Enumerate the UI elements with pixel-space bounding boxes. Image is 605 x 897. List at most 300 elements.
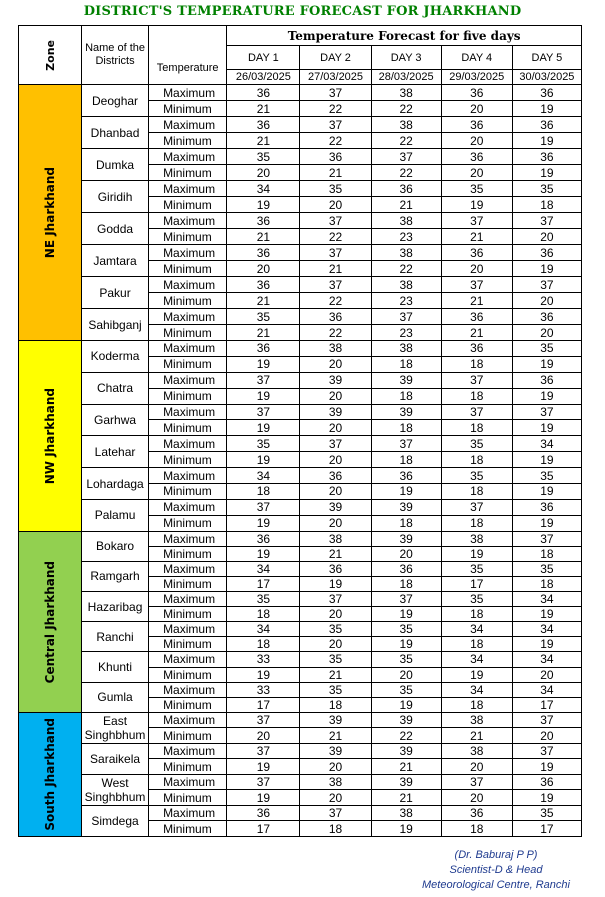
min-temp-cell: 22 (300, 133, 371, 149)
day-header: DAY 5 (512, 46, 581, 70)
minimum-label: Minimum (149, 356, 227, 372)
district-name: Hazaribag (82, 592, 149, 622)
max-temp-cell: 36 (441, 117, 512, 133)
min-temp-cell: 20 (512, 325, 581, 341)
max-temp-cell: 38 (371, 805, 441, 821)
max-temp-cell: 36 (441, 149, 512, 165)
zone-label: South Jharkhand (43, 717, 57, 831)
max-temp-cell: 36 (300, 149, 371, 165)
min-temp-cell: 22 (371, 261, 441, 277)
max-temp-cell: 34 (227, 468, 300, 484)
min-temp-cell: 17 (227, 697, 300, 712)
max-temp-cell: 33 (227, 652, 300, 667)
max-temp-cell: 38 (371, 341, 441, 357)
maximum-label: Maximum (149, 805, 227, 821)
max-temp-cell: 37 (512, 213, 581, 229)
maximum-label: Maximum (149, 712, 227, 728)
max-temp-cell: 38 (371, 85, 441, 101)
minimum-label: Minimum (149, 229, 227, 245)
max-temp-cell: 37 (300, 213, 371, 229)
max-temp-cell: 37 (300, 436, 371, 452)
min-temp-cell: 20 (300, 607, 371, 622)
maximum-label: Maximum (149, 499, 227, 515)
table-row (19, 213, 582, 229)
maximum-label: Maximum (149, 149, 227, 165)
max-temp-cell: 36 (512, 149, 581, 165)
table-row (19, 149, 582, 165)
minimum-label: Minimum (149, 790, 227, 806)
min-temp-cell: 22 (371, 101, 441, 117)
min-temp-cell: 20 (371, 667, 441, 682)
min-temp-cell: 21 (227, 101, 300, 117)
maximum-label: Maximum (149, 245, 227, 261)
max-temp-cell: 37 (300, 592, 371, 607)
date-header: 28/03/2025 (371, 70, 441, 85)
max-temp-cell: 37 (512, 743, 581, 759)
district-name: Bokaro (82, 531, 149, 561)
max-temp-cell: 35 (512, 181, 581, 197)
min-temp-cell: 20 (300, 790, 371, 806)
min-temp-cell: 19 (512, 133, 581, 149)
max-temp-cell: 38 (441, 743, 512, 759)
max-temp-cell: 35 (512, 561, 581, 576)
max-temp-cell: 37 (227, 372, 300, 388)
date-header: 27/03/2025 (300, 70, 371, 85)
max-temp-cell: 38 (371, 245, 441, 261)
signature-block (416, 848, 576, 893)
max-temp-cell: 37 (227, 712, 300, 728)
minimum-label: Minimum (149, 261, 227, 277)
max-temp-cell: 39 (300, 712, 371, 728)
min-temp-cell: 18 (227, 637, 300, 652)
min-temp-cell: 20 (227, 165, 300, 181)
min-temp-cell: 19 (371, 637, 441, 652)
min-temp-cell: 21 (227, 133, 300, 149)
minimum-label: Minimum (149, 546, 227, 561)
max-temp-cell: 35 (300, 682, 371, 697)
max-temp-cell: 39 (300, 404, 371, 420)
max-temp-cell: 37 (512, 277, 581, 293)
max-temp-cell: 36 (227, 805, 300, 821)
max-temp-cell: 36 (512, 309, 581, 325)
forecast-header: Temperature Forecast for five days (227, 26, 582, 46)
maximum-label: Maximum (149, 277, 227, 293)
table-row (19, 774, 582, 790)
min-temp-cell: 20 (441, 790, 512, 806)
min-temp-cell: 19 (371, 607, 441, 622)
min-temp-cell: 19 (441, 197, 512, 213)
max-temp-cell: 37 (227, 743, 300, 759)
district-name: Dumka (82, 149, 149, 181)
min-temp-cell: 22 (300, 325, 371, 341)
max-temp-cell: 36 (227, 277, 300, 293)
max-temp-cell: 34 (227, 181, 300, 197)
zone-cell (19, 712, 82, 836)
min-temp-cell: 19 (227, 515, 300, 531)
min-temp-cell: 21 (227, 293, 300, 309)
min-temp-cell: 20 (441, 261, 512, 277)
district-name: Jamtara (82, 245, 149, 277)
max-temp-cell: 37 (227, 499, 300, 515)
max-temp-cell: 37 (512, 712, 581, 728)
max-temp-cell: 37 (227, 774, 300, 790)
table-row (19, 436, 582, 452)
day-header: DAY 4 (441, 46, 512, 70)
max-temp-cell: 36 (512, 245, 581, 261)
max-temp-cell: 38 (371, 277, 441, 293)
max-temp-cell: 35 (227, 149, 300, 165)
maximum-label: Maximum (149, 652, 227, 667)
max-temp-cell: 35 (227, 436, 300, 452)
min-temp-cell: 20 (300, 484, 371, 500)
min-temp-cell: 18 (441, 452, 512, 468)
minimum-label: Minimum (149, 165, 227, 181)
max-temp-cell: 37 (441, 372, 512, 388)
max-temp-cell: 37 (441, 499, 512, 515)
min-temp-cell: 18 (441, 420, 512, 436)
minimum-label: Minimum (149, 388, 227, 404)
max-temp-cell: 39 (371, 372, 441, 388)
minimum-label: Minimum (149, 197, 227, 213)
max-temp-cell: 36 (227, 531, 300, 546)
district-name: Latehar (82, 436, 149, 468)
min-temp-cell: 21 (300, 546, 371, 561)
min-temp-cell: 18 (512, 546, 581, 561)
min-temp-cell: 19 (227, 197, 300, 213)
district-name: Gumla (82, 682, 149, 712)
max-temp-cell: 35 (371, 682, 441, 697)
maximum-label: Maximum (149, 682, 227, 697)
min-temp-cell: 21 (300, 165, 371, 181)
table-row (19, 805, 582, 821)
min-temp-cell: 20 (227, 261, 300, 277)
min-temp-cell: 18 (512, 197, 581, 213)
max-temp-cell: 37 (300, 805, 371, 821)
max-temp-cell: 37 (371, 592, 441, 607)
min-temp-cell: 20 (300, 515, 371, 531)
min-temp-cell: 21 (441, 728, 512, 744)
signatory-office: Meteorological Centre, Ranchi (422, 879, 570, 891)
district-name: Garhwa (82, 404, 149, 436)
min-temp-cell: 20 (512, 293, 581, 309)
max-temp-cell: 39 (371, 712, 441, 728)
min-temp-cell: 19 (441, 667, 512, 682)
max-temp-cell: 39 (371, 404, 441, 420)
district-name: Sahibganj (82, 309, 149, 341)
district-name: Ranchi (82, 622, 149, 652)
table-row (19, 531, 582, 546)
min-temp-cell: 19 (227, 452, 300, 468)
table-row (19, 652, 582, 667)
min-temp-cell: 19 (441, 546, 512, 561)
max-temp-cell: 34 (227, 622, 300, 637)
min-temp-cell: 18 (441, 515, 512, 531)
min-temp-cell: 19 (512, 452, 581, 468)
max-temp-cell: 35 (512, 468, 581, 484)
table-row (19, 712, 582, 728)
max-temp-cell: 35 (441, 468, 512, 484)
min-temp-cell: 20 (300, 420, 371, 436)
max-temp-cell: 34 (441, 682, 512, 697)
district-name: Simdega (82, 805, 149, 836)
min-temp-cell: 18 (371, 356, 441, 372)
max-temp-cell: 34 (512, 592, 581, 607)
max-temp-cell: 35 (441, 181, 512, 197)
minimum-label: Minimum (149, 325, 227, 341)
max-temp-cell: 36 (512, 774, 581, 790)
min-temp-cell: 19 (512, 388, 581, 404)
min-temp-cell: 21 (300, 667, 371, 682)
min-temp-cell: 20 (300, 356, 371, 372)
min-temp-cell: 18 (371, 515, 441, 531)
maximum-label: Maximum (149, 743, 227, 759)
temperature-header: Temperature (149, 26, 227, 85)
maximum-label: Maximum (149, 622, 227, 637)
page-title: DISTRICT'S TEMPERATURE FORECAST FOR JHARKHAND (83, 4, 522, 19)
min-temp-cell: 21 (227, 325, 300, 341)
max-temp-cell: 35 (300, 181, 371, 197)
maximum-label: Maximum (149, 372, 227, 388)
max-temp-cell: 38 (371, 117, 441, 133)
table-row (19, 592, 582, 607)
min-temp-cell: 22 (371, 728, 441, 744)
maximum-label: Maximum (149, 341, 227, 357)
min-temp-cell: 18 (371, 452, 441, 468)
min-temp-cell: 18 (441, 697, 512, 712)
max-temp-cell: 36 (300, 309, 371, 325)
min-temp-cell: 17 (441, 576, 512, 591)
district-name: Pakur (82, 277, 149, 309)
min-temp-cell: 19 (512, 101, 581, 117)
min-temp-cell: 18 (227, 484, 300, 500)
zone-header: Zone (19, 26, 82, 85)
max-temp-cell: 39 (371, 499, 441, 515)
max-temp-cell: 37 (441, 774, 512, 790)
district-name: Khunti (82, 652, 149, 682)
max-temp-cell: 37 (371, 149, 441, 165)
max-temp-cell: 36 (227, 117, 300, 133)
max-temp-cell: 34 (227, 561, 300, 576)
min-temp-cell: 20 (441, 101, 512, 117)
min-temp-cell: 19 (512, 790, 581, 806)
zone-label: Central Jharkhand (43, 560, 57, 683)
max-temp-cell: 39 (300, 499, 371, 515)
min-temp-cell: 19 (227, 388, 300, 404)
min-temp-cell: 20 (441, 165, 512, 181)
table-row (19, 372, 582, 388)
maximum-label: Maximum (149, 561, 227, 576)
max-temp-cell: 35 (300, 622, 371, 637)
table-row (19, 468, 582, 484)
min-temp-cell: 21 (441, 293, 512, 309)
max-temp-cell: 35 (441, 592, 512, 607)
min-temp-cell: 17 (227, 821, 300, 837)
table-row (19, 85, 582, 101)
max-temp-cell: 36 (441, 805, 512, 821)
table-row (19, 245, 582, 261)
minimum-label: Minimum (149, 697, 227, 712)
table-row (19, 499, 582, 515)
max-temp-cell: 36 (227, 341, 300, 357)
zone-cell (19, 531, 82, 712)
max-temp-cell: 35 (371, 652, 441, 667)
district-name: Giridih (82, 181, 149, 213)
district-name: East Singhbhum (82, 712, 149, 743)
min-temp-cell: 17 (512, 697, 581, 712)
min-temp-cell: 19 (512, 759, 581, 775)
table-row (19, 404, 582, 420)
max-temp-cell: 36 (227, 85, 300, 101)
table-row (19, 622, 582, 637)
table-row (19, 309, 582, 325)
table-row (19, 277, 582, 293)
max-temp-cell: 36 (512, 85, 581, 101)
max-temp-cell: 36 (512, 499, 581, 515)
max-temp-cell: 39 (300, 743, 371, 759)
max-temp-cell: 34 (512, 682, 581, 697)
maximum-label: Maximum (149, 404, 227, 420)
district-name: Deoghar (82, 85, 149, 117)
min-temp-cell: 19 (227, 420, 300, 436)
max-temp-cell: 34 (512, 652, 581, 667)
min-temp-cell: 18 (441, 637, 512, 652)
max-temp-cell: 35 (227, 592, 300, 607)
max-temp-cell: 36 (371, 468, 441, 484)
min-temp-cell: 19 (512, 165, 581, 181)
minimum-label: Minimum (149, 821, 227, 837)
min-temp-cell: 19 (512, 637, 581, 652)
max-temp-cell: 37 (512, 404, 581, 420)
max-temp-cell: 37 (371, 436, 441, 452)
min-temp-cell: 19 (512, 515, 581, 531)
max-temp-cell: 35 (512, 341, 581, 357)
max-temp-cell: 36 (441, 245, 512, 261)
max-temp-cell: 38 (300, 341, 371, 357)
min-temp-cell: 20 (512, 728, 581, 744)
minimum-label: Minimum (149, 759, 227, 775)
max-temp-cell: 33 (227, 682, 300, 697)
min-temp-cell: 19 (227, 790, 300, 806)
max-temp-cell: 38 (441, 531, 512, 546)
minimum-label: Minimum (149, 484, 227, 500)
min-temp-cell: 22 (371, 165, 441, 181)
district-name: Godda (82, 213, 149, 245)
min-temp-cell: 23 (371, 325, 441, 341)
max-temp-cell: 37 (300, 245, 371, 261)
minimum-label: Minimum (149, 452, 227, 468)
min-temp-cell: 20 (300, 388, 371, 404)
zone-cell (19, 341, 82, 532)
district-name: Saraikela (82, 743, 149, 774)
maximum-label: Maximum (149, 531, 227, 546)
min-temp-cell: 19 (512, 484, 581, 500)
max-temp-cell: 37 (300, 117, 371, 133)
min-temp-cell: 19 (512, 356, 581, 372)
max-temp-cell: 36 (441, 341, 512, 357)
max-temp-cell: 38 (441, 712, 512, 728)
table-row (19, 561, 582, 576)
max-temp-cell: 35 (227, 309, 300, 325)
max-temp-cell: 36 (227, 245, 300, 261)
min-temp-cell: 20 (512, 229, 581, 245)
table-row (19, 682, 582, 697)
max-temp-cell: 37 (512, 531, 581, 546)
min-temp-cell: 18 (512, 576, 581, 591)
maximum-label: Maximum (149, 309, 227, 325)
max-temp-cell: 39 (371, 531, 441, 546)
min-temp-cell: 21 (371, 790, 441, 806)
max-temp-cell: 35 (371, 622, 441, 637)
min-temp-cell: 18 (300, 697, 371, 712)
minimum-label: Minimum (149, 515, 227, 531)
max-temp-cell: 37 (371, 309, 441, 325)
minimum-label: Minimum (149, 728, 227, 744)
min-temp-cell: 21 (371, 759, 441, 775)
minimum-label: Minimum (149, 133, 227, 149)
min-temp-cell: 21 (300, 728, 371, 744)
min-temp-cell: 22 (300, 101, 371, 117)
min-temp-cell: 19 (227, 759, 300, 775)
district-name: Ramgarh (82, 561, 149, 591)
max-temp-cell: 37 (300, 277, 371, 293)
min-temp-cell: 19 (227, 546, 300, 561)
maximum-label: Maximum (149, 181, 227, 197)
min-temp-cell: 17 (512, 821, 581, 837)
table-row (19, 743, 582, 759)
min-temp-cell: 18 (441, 388, 512, 404)
max-temp-cell: 37 (441, 404, 512, 420)
district-name: Dhanbad (82, 117, 149, 149)
minimum-label: Minimum (149, 607, 227, 622)
signatory-designation: Scientist-D & Head (449, 864, 543, 876)
min-temp-cell: 22 (300, 293, 371, 309)
day-header: DAY 1 (227, 46, 300, 70)
max-temp-cell: 36 (371, 561, 441, 576)
day-header: DAY 2 (300, 46, 371, 70)
min-temp-cell: 20 (300, 637, 371, 652)
min-temp-cell: 18 (300, 821, 371, 837)
district-name: Chatra (82, 372, 149, 404)
min-temp-cell: 19 (512, 261, 581, 277)
max-temp-cell: 34 (441, 652, 512, 667)
min-temp-cell: 23 (371, 229, 441, 245)
max-temp-cell: 36 (371, 181, 441, 197)
max-temp-cell: 34 (512, 622, 581, 637)
max-temp-cell: 39 (371, 774, 441, 790)
min-temp-cell: 19 (300, 576, 371, 591)
zone-label: NE Jharkhand (43, 166, 57, 259)
min-temp-cell: 20 (227, 728, 300, 744)
min-temp-cell: 19 (512, 420, 581, 436)
table-row (19, 341, 582, 357)
date-header: 29/03/2025 (441, 70, 512, 85)
table-row (19, 181, 582, 197)
max-temp-cell: 35 (441, 561, 512, 576)
max-temp-cell: 36 (512, 117, 581, 133)
max-temp-cell: 36 (441, 85, 512, 101)
forecast-table (18, 25, 582, 837)
minimum-label: Minimum (149, 420, 227, 436)
max-temp-cell: 36 (300, 468, 371, 484)
max-temp-cell: 34 (441, 622, 512, 637)
min-temp-cell: 22 (371, 133, 441, 149)
district-header: Name of the Districts (82, 26, 149, 85)
min-temp-cell: 20 (441, 133, 512, 149)
min-temp-cell: 18 (441, 821, 512, 837)
min-temp-cell: 18 (441, 484, 512, 500)
max-temp-cell: 37 (300, 85, 371, 101)
min-temp-cell: 17 (227, 576, 300, 591)
